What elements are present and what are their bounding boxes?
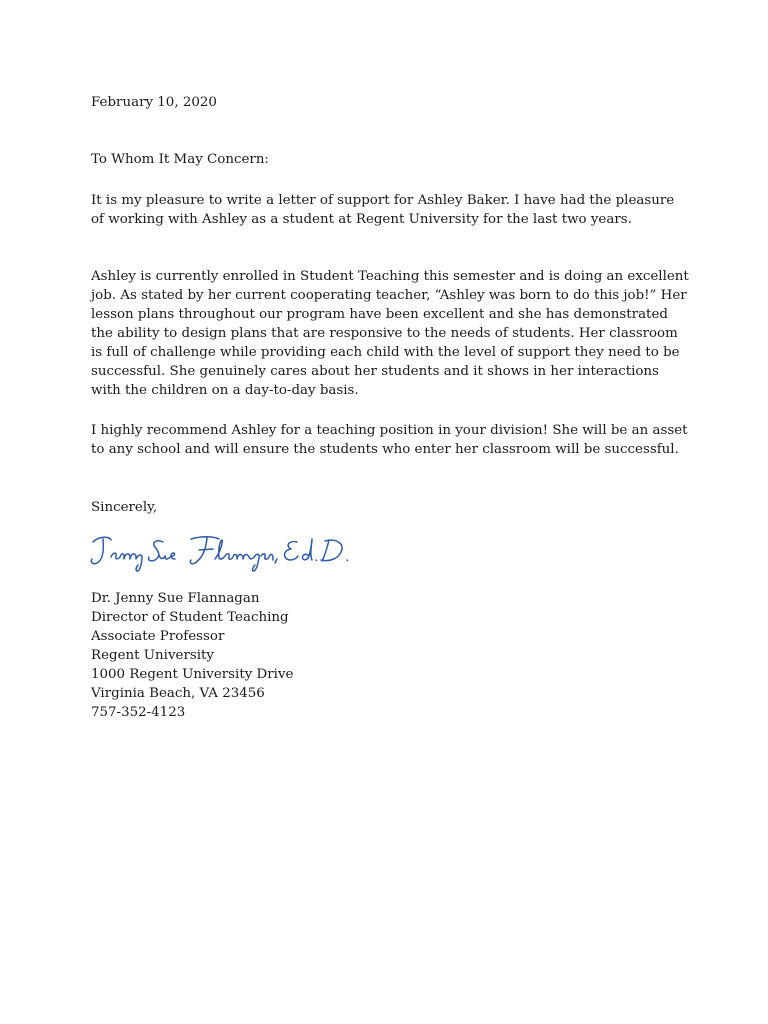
signature-block (91, 589, 491, 722)
handwritten-signature (89, 530, 409, 576)
signer-institution: Regent University (91, 648, 214, 663)
signer-title: Director of Student Teaching (91, 610, 289, 625)
signer-name: Dr. Jenny Sue Flannagan (91, 591, 260, 606)
signer-city-state-zip: Virginia Beach, VA 23456 (91, 686, 265, 701)
closing: Sincerely, (91, 500, 158, 515)
body-paragraph-1: It is my pleasure to write a letter of support for Ashley Baker. I have had the pleasure of working with Ashley as a student at Regent University for the last two years. (91, 193, 675, 227)
signer-position: Associate Professor (91, 629, 225, 644)
signer-phone: 757-352-4123 (91, 705, 186, 720)
body-paragraph-3: I highly recommend Ashley for a teaching position in your division! She will be an asset to any school and will ensure the students who enter her classroom will be successful. (91, 423, 688, 457)
letter-date: February 10, 2020 (91, 95, 217, 110)
salutation: To Whom It May Concern: (91, 152, 269, 167)
signer-street: 1000 Regent University Drive (91, 667, 294, 682)
body-paragraph-2: Ashley is currently enrolled in Student Teaching this semester and is doing an excellent job. As stated by her current cooperating teacher, “Ashley was born to do this job!” Her lesson plans throughout our program have been excellent and she has demonstrated the ability to design plans that are responsive to the needs of students. Her classroom is full of challenge while providing each child with the level of support they need to be successful. She genuinely cares about her students and it shows in her interactions with the children on a day-to-day basis. (91, 269, 689, 398)
